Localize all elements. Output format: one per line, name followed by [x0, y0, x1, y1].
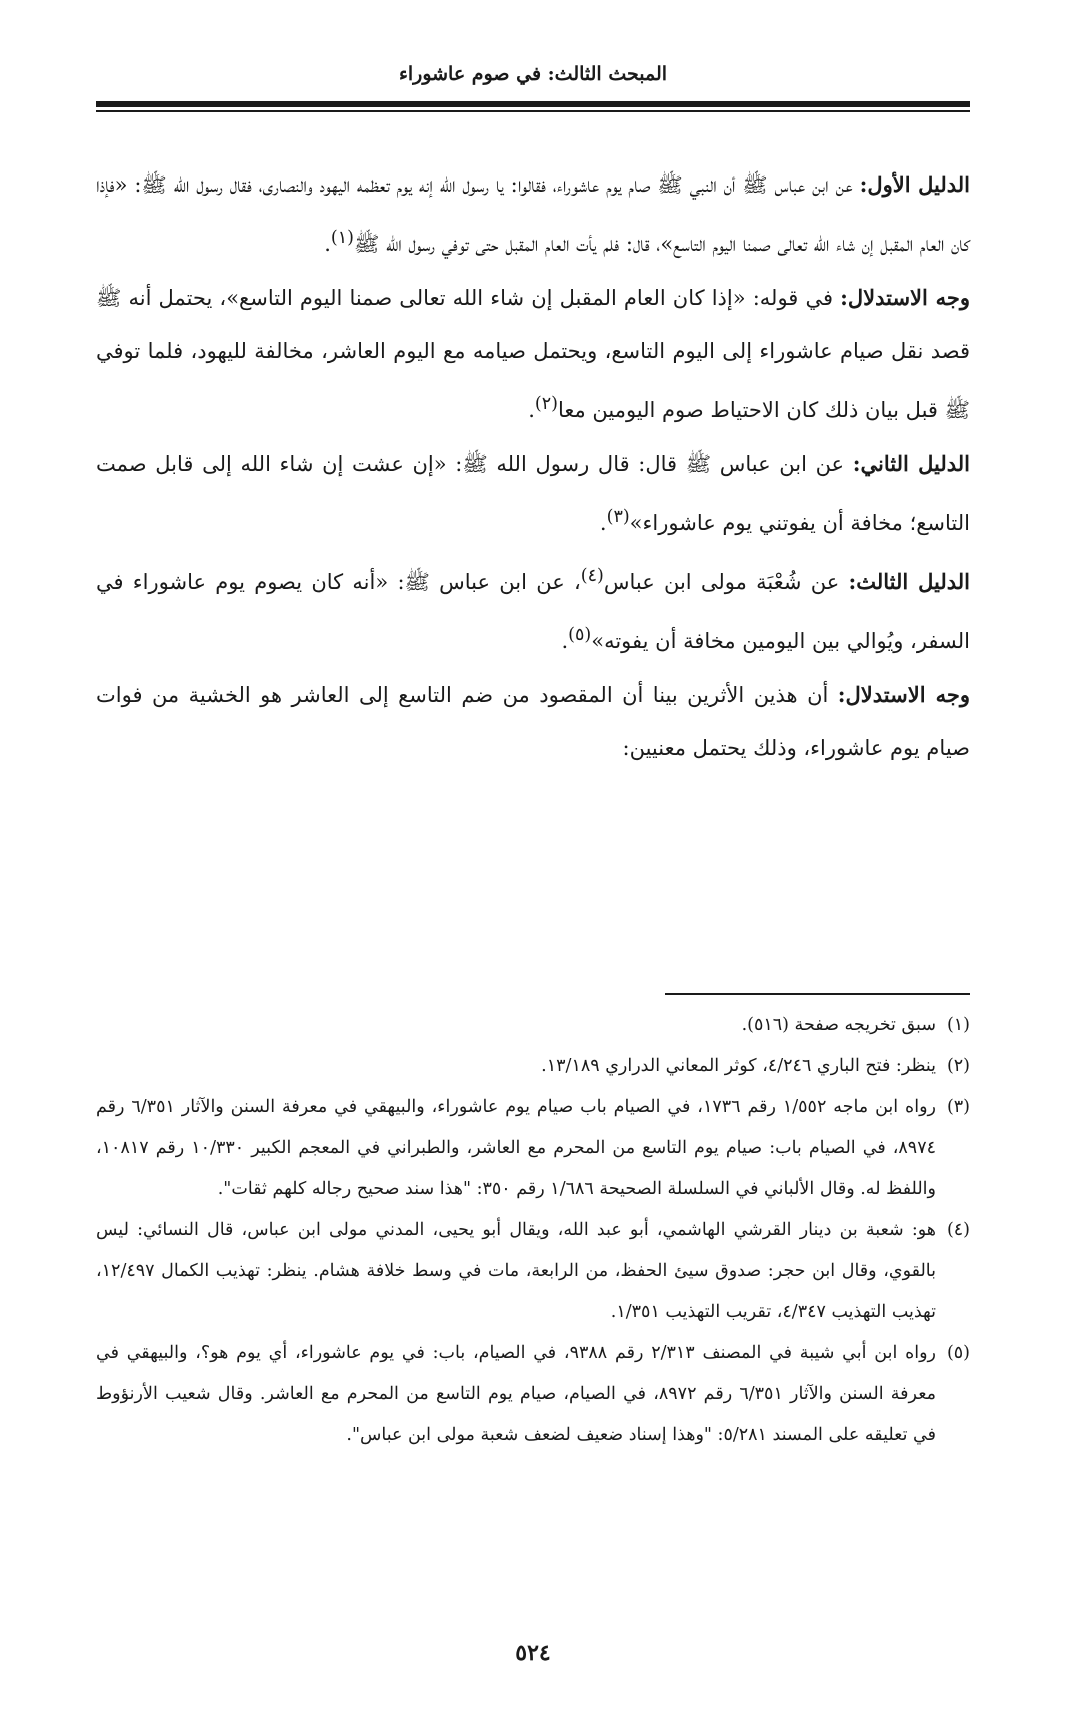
footnote-text: هو: شعبة بن دينار القرشي الهاشمي، أبو عبد الله، ويقال أبو يحيى، المدني مولى ابن عباس، قال النسائي: ليس بالقوي، وقال ابن حجر: صدوق سيئ الحفظ، من الرابعة، مات في وسط خلافة هشام. ينظر: تهذيب الكمال ١٢/٤٩٧، تهذيب التهذيب ٤/٣٤٧، تقريب التهذيب ١/٣٥١. [96, 1220, 936, 1322]
paragraph-lead: وجه الاستدلال: [837, 682, 970, 707]
footnote-ref[interactable]: (٢) [534, 394, 558, 414]
paragraph-text: عن شُعْبَة مولى ابن عباس [603, 570, 849, 594]
footnote-text: رواه ابن أبي شيبة في المصنف ٢/٣١٣ رقم ٩٣٨٨، في الصيام، باب: في يوم عاشوراء، أي يوم هو؟، والبيهقي في معرفة السنن والآثار ٦/٣٥١ رقم ٨٩٧٢، في الصيام، صيام يوم التاسع من المحرم مع العاشر. وقال شعيب الأرنؤوط في تعليقه على المسند ٥/٢٨١: "وهذا إسناد ضعيف لضعف شعبة مولى ابن عباس". [96, 1343, 937, 1445]
paragraph-text: في قوله: «إذا كان العام المقبل إن شاء الله تعالى صمنا اليوم التاسع»، يحتمل أنه ﷺ قصد نقل صيام عاشوراء إلى اليوم التاسع، ويحتمل صيامه مع اليوم العاشر، مخالفة لليهود، فلما توفي ﷺ قبل بيان ذلك كان الاحتياط صوم اليومين معا [96, 286, 970, 422]
footnote-number: (٣) [946, 1097, 970, 1117]
paragraph-text: ، عن ابن عباس ﷺ: «أنه كان يصوم يوم عاشوراء في السفر، ويُوالي بين اليومين مخافة أن يفوته» [96, 570, 970, 653]
footnote-1 [96, 1005, 970, 1046]
paragraph-end: . [324, 232, 331, 256]
body-text [96, 158, 970, 775]
footnote-text: رواه ابن ماجه ١/٥٥٢ رقم ١٧٣٦، في الصيام باب صيام يوم عاشوراء، والبيهقي في معرفة السنن والآثار ٦/٣٥١ رقم ٨٩٧٤، في الصيام باب: صيام يوم التاسع من المحرم مع العاشر، والطبراني في المعجم الكبير ١٠/٣٣٠ رقم ١٠٨١٧، واللفظ له. وقال الألباني في السلسلة الصحيحة ١/٦٨٦ رقم ٣٥٠: "هذا سند صحيح رجاله كلهم ثقات". [96, 1097, 937, 1199]
paragraph-end: . [561, 629, 569, 653]
header-rule-thick [96, 101, 970, 107]
footnote-separator [665, 993, 970, 995]
paragraph-evidence-2 [96, 437, 970, 550]
paragraph-text: أن هذين الأثرين بينا أن المقصود من ضم التاسع إلى العاشر هو الخشية من فوات صيام يوم عاشوراء، وذلك يحتمل معنيين: [96, 683, 970, 760]
footnote-ref[interactable]: (٤) [580, 566, 604, 586]
paragraph-lead: وجه الاستدلال: [840, 285, 970, 310]
paragraph-end: . [528, 398, 535, 422]
paragraph-lead: الدليل الثالث: [848, 569, 971, 594]
footnote-number: (٢) [946, 1056, 970, 1076]
running-header: المبحث الثالث: في صوم عاشوراء [398, 63, 668, 85]
footnote-number: (٤) [946, 1220, 970, 1240]
paragraph-inference-2 [96, 668, 970, 775]
footnote-5 [96, 1333, 970, 1456]
footnote-text: ينظر: فتح الباري ٤/٢٤٦، كوثر المعاني الدراري ١٣/١٨٩. [541, 1056, 936, 1076]
paragraph-evidence-1 [96, 158, 970, 271]
paragraph-lead: الدليل الثاني: [852, 451, 970, 476]
footnote-2 [96, 1046, 970, 1087]
footnote-number: (١) [946, 1015, 970, 1035]
paragraph-text: عن ابن عباس ﷺ قال: قال رسول الله ﷺ: «إن عشت إن شاء الله إلى قابل صمت التاسع؛ مخافة أن يفوتني يوم عاشوراء» [96, 452, 970, 535]
paragraph-evidence-3 [96, 550, 970, 668]
footnote-ref[interactable]: (٣) [606, 507, 630, 527]
paragraph-lead: الدليل الأول: [859, 172, 971, 197]
header-rule-thin [96, 110, 970, 112]
footnote-number: (٥) [946, 1343, 970, 1363]
footnote-3 [96, 1087, 970, 1210]
footnotes [96, 1005, 970, 1456]
paragraph-inference-1 [96, 271, 970, 437]
footnote-ref[interactable]: (٥) [568, 625, 592, 645]
paragraph-end: . [599, 511, 607, 535]
footnote-ref[interactable]: (١) [330, 228, 354, 248]
paragraph-text: عن ابن عباس ﷺ أن النبي ﷺ صام يوم عاشوراء، فقالوا: يا رسول الله إنه يوم تعظمه اليهود والنصارى، فقال رسول الله ﷺ: «فإذا كان العام المقبل إن شاء الله تعالى صمنا اليوم التاسع»، قال: فلم يأت العام المقبل حتى توفي رسول الله ﷺ [96, 173, 970, 256]
footnote-text: سبق تخريجه صفحة (٥١٦). [741, 1015, 936, 1035]
page-number: ٥٢٤ [515, 1640, 551, 1666]
footnote-4 [96, 1210, 970, 1333]
